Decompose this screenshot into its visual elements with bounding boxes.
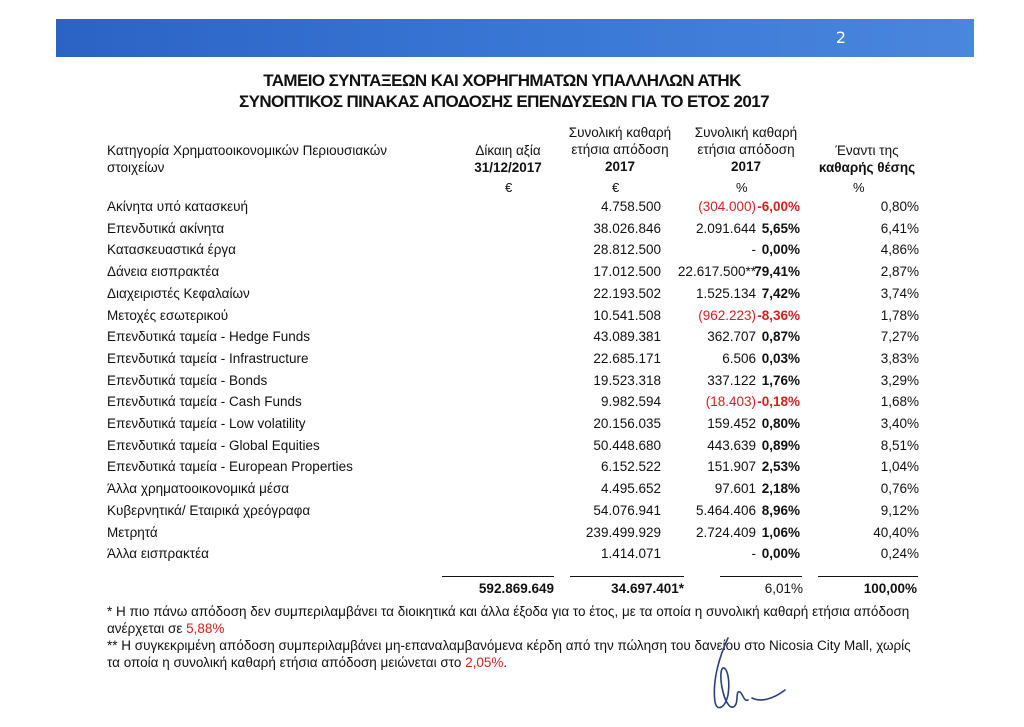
fair-value-cell: 4.758.500 (600, 199, 661, 214)
net-return-cell: (962.223) (698, 307, 756, 323)
category-cell: Άλλα χρηματοοικονομικά μέσα (107, 481, 290, 497)
net-return-cell: - (751, 546, 756, 562)
fair-value-cell: 1.414.071 (600, 546, 661, 562)
net-return-cell: 2.091.644 (695, 220, 756, 236)
unit-pct-2: % (853, 180, 865, 195)
footnote-1: * Η πιο πάνω απόδοση δεν συμπεριλαμβάνει τα διοικητικά και άλλα έξοδα για το έτος, με τα οποία η συνολική καθαρή ετήσια απόδοση ανέρχεται σε 5,88% (107, 604, 910, 636)
total-net-return: 34.697.401* (611, 581, 684, 596)
header-net-return-pct: Συνολική καθαρή ετήσια απόδοση 2017 (694, 125, 798, 174)
fair-value-cell: 239.499.929 (585, 524, 661, 540)
return-pct-cell: 2,53% (761, 459, 800, 475)
return-pct-cell: 1,06% (761, 524, 800, 540)
category-cell: Κυβερνητικά/ Εταιρικά χρεόγραφα (107, 502, 311, 518)
page-number: 2 (835, 28, 846, 47)
fair-value-cell: 50.448.680 (593, 437, 661, 453)
unit-eur-1: € (505, 180, 513, 195)
fair-value-cell: 19.523.318 (593, 372, 661, 388)
signature-image (690, 630, 800, 715)
table-row (107, 438, 919, 460)
category-cell: Δάνεια εισπρακτέα (107, 264, 220, 280)
category-cell: Επενδυτικά ταμεία - Infrastructure (107, 350, 309, 366)
header-fair-value: Δίκαιη αξία 31/12/2017 (474, 143, 542, 175)
fair-value-cell: 28.812.500 (593, 242, 661, 258)
net-return-cell: 443.639 (707, 437, 756, 453)
total-rule-3 (720, 576, 802, 577)
return-pct-cell: 5,65% (761, 220, 800, 236)
table-row (107, 199, 919, 221)
table-row (107, 525, 919, 547)
return-pct-cell: -6,00% (757, 199, 800, 214)
return-pct-cell: -8,36% (757, 307, 800, 323)
share-cell: 0,24% (880, 546, 919, 562)
return-pct-cell: 8,96% (761, 502, 800, 518)
table-row (107, 481, 919, 503)
footnote-2: ** Η συγκεκριμένη απόδοση συμπεριλαμβάνει μη-επαναλαμβανόμενα κέρδη από την πώληση του δανείου στο Nicosia City Mall, χωρίς τα οποία η συνολική καθαρή ετήσια απόδοση μειώνεται στο 2,05%. (107, 638, 911, 670)
share-cell: 9,12% (880, 502, 919, 518)
return-pct-cell: 2,18% (761, 481, 800, 497)
total-rule-2 (570, 576, 684, 577)
share-cell: 3,29% (880, 372, 919, 388)
total-share: 100,00% (863, 581, 917, 596)
category-cell: Μετοχές εσωτερικού (107, 307, 229, 323)
share-cell: 40,40% (873, 524, 919, 540)
fair-value-cell: 38.026.846 (593, 220, 661, 236)
return-pct-cell: 79,41% (754, 264, 800, 280)
share-cell: 1,78% (880, 307, 919, 323)
table-row (107, 329, 919, 351)
net-return-cell: 2.724.409 (695, 524, 756, 540)
category-cell: Επενδυτικά ταμεία - Cash Funds (107, 394, 302, 410)
total-rule-1 (442, 576, 554, 577)
table-row (107, 546, 919, 568)
net-return-cell: 362.707 (707, 329, 756, 345)
table-row (107, 264, 919, 286)
table-row (107, 373, 919, 395)
share-cell: 3,74% (880, 285, 919, 301)
return-pct-cell: 0,80% (761, 416, 800, 431)
document-subtitle: ΣΥΝΟΠΤΙΚΟΣ ΠΙΝΑΚΑΣ ΑΠΟΔΟΣΗΣ ΕΠΕΝΔΥΣΕΩΝ ΓΙΑ ΤΟ ΕΤΟΣ 2017 (239, 92, 769, 111)
return-pct-cell: 0,00% (761, 546, 800, 562)
net-return-cell: 151.907 (707, 459, 756, 475)
fair-value-cell: 4.495.652 (600, 481, 661, 497)
table-row (107, 459, 919, 481)
category-cell: Άλλα εισπρακτέα (107, 546, 209, 562)
table-row (107, 394, 919, 416)
fair-value-cell: 17.012.500 (593, 264, 661, 280)
share-cell: 1,68% (880, 394, 919, 410)
fair-value-cell: 6.152.522 (600, 459, 661, 475)
table-row (107, 308, 919, 330)
share-cell: 2,87% (880, 264, 919, 280)
fair-value-cell: 10.541.508 (593, 307, 661, 323)
category-cell: Επενδυτικά ακίνητα (107, 220, 225, 236)
net-return-cell: 1.525.134 (695, 285, 756, 301)
share-cell: 3,40% (880, 416, 919, 431)
share-cell: 8,51% (880, 437, 919, 453)
fair-value-cell: 54.076.941 (593, 502, 661, 518)
unit-eur-2: € (612, 180, 620, 195)
net-return-cell: 5.464.406 (695, 502, 756, 518)
net-return-cell: 159.452 (707, 416, 756, 431)
fair-value-cell: 43.089.381 (593, 329, 661, 345)
share-cell: 0,80% (880, 199, 919, 214)
net-return-cell: (304.000) (698, 199, 756, 214)
share-cell: 7,27% (880, 329, 919, 345)
table-row (107, 503, 919, 525)
share-cell: 0,76% (880, 481, 919, 497)
category-cell: Επενδυτικά ταμεία - Hedge Funds (107, 329, 311, 345)
category-cell: Επενδυτικά ταμεία - Low volatility (107, 416, 306, 431)
category-cell: Επενδυτικά ταμεία - Global Equities (107, 437, 320, 453)
category-cell: Ακίνητα υπό κατασκευή (107, 199, 248, 214)
return-pct-cell: 0,00% (761, 242, 800, 258)
net-return-cell: (18.403) (705, 394, 756, 410)
return-pct-cell: 7,42% (761, 285, 800, 301)
header-vs-position: Έναντι της καθαρής θέσης (818, 143, 916, 175)
category-cell: Επενδυτικά ταμεία - European Properties (107, 459, 353, 475)
category-cell: Επενδυτικά ταμεία - Bonds (107, 372, 268, 388)
document-title: ΤΑΜΕΙΟ ΣΥΝΤΑΞΕΩΝ ΚΑΙ ΧΟΡΗΓΗΜΑΤΩΝ ΥΠΑΛΛΗΛΩΝ ΑΤΗΚ (263, 71, 741, 90)
fair-value-cell: 9.982.594 (600, 394, 661, 410)
return-pct-cell: 1,76% (761, 372, 800, 388)
unit-pct-1: % (736, 180, 748, 195)
fair-value-cell: 22.193.502 (593, 285, 661, 301)
return-pct-cell: 0,87% (761, 329, 800, 345)
return-pct-cell: 0,03% (761, 350, 800, 366)
share-cell: 4,86% (880, 242, 919, 258)
table-row (107, 351, 919, 373)
table-row (107, 416, 919, 438)
table-row (107, 221, 919, 243)
net-return-cell: 337.122 (707, 372, 756, 388)
header-net-return: Συνολική καθαρή ετήσια απόδοση 2017 (568, 125, 672, 174)
return-pct-cell: -0,18% (757, 394, 800, 410)
table-row (107, 286, 919, 308)
share-cell: 3,83% (880, 350, 919, 366)
category-cell: Μετρητά (107, 524, 158, 540)
total-return-pct: 6,01% (764, 581, 803, 596)
fair-value-cell: 22.685.171 (593, 350, 661, 366)
total-fair-value: 592.869.649 (478, 581, 554, 596)
category-cell: Διαχειριστές Κεφαλαίων (107, 285, 250, 301)
table-row (107, 242, 919, 264)
net-return-cell: 22.617.500** (677, 264, 756, 280)
total-rule-4 (818, 576, 918, 577)
fair-value-cell: 20.156.035 (593, 416, 661, 431)
share-cell: 1,04% (880, 459, 919, 475)
net-return-cell: - (751, 242, 756, 258)
header-category: Κατηγορία Χρηματοοικονομικών Περιουσιακών στοιχείων (107, 143, 388, 175)
share-cell: 6,41% (880, 220, 919, 236)
page-header-bar (56, 19, 974, 57)
net-return-cell: 6.506 (722, 350, 756, 366)
return-pct-cell: 0,89% (761, 437, 800, 453)
net-return-cell: 97.601 (714, 481, 756, 497)
category-cell: Κατασκευαστικά έργα (107, 242, 236, 258)
